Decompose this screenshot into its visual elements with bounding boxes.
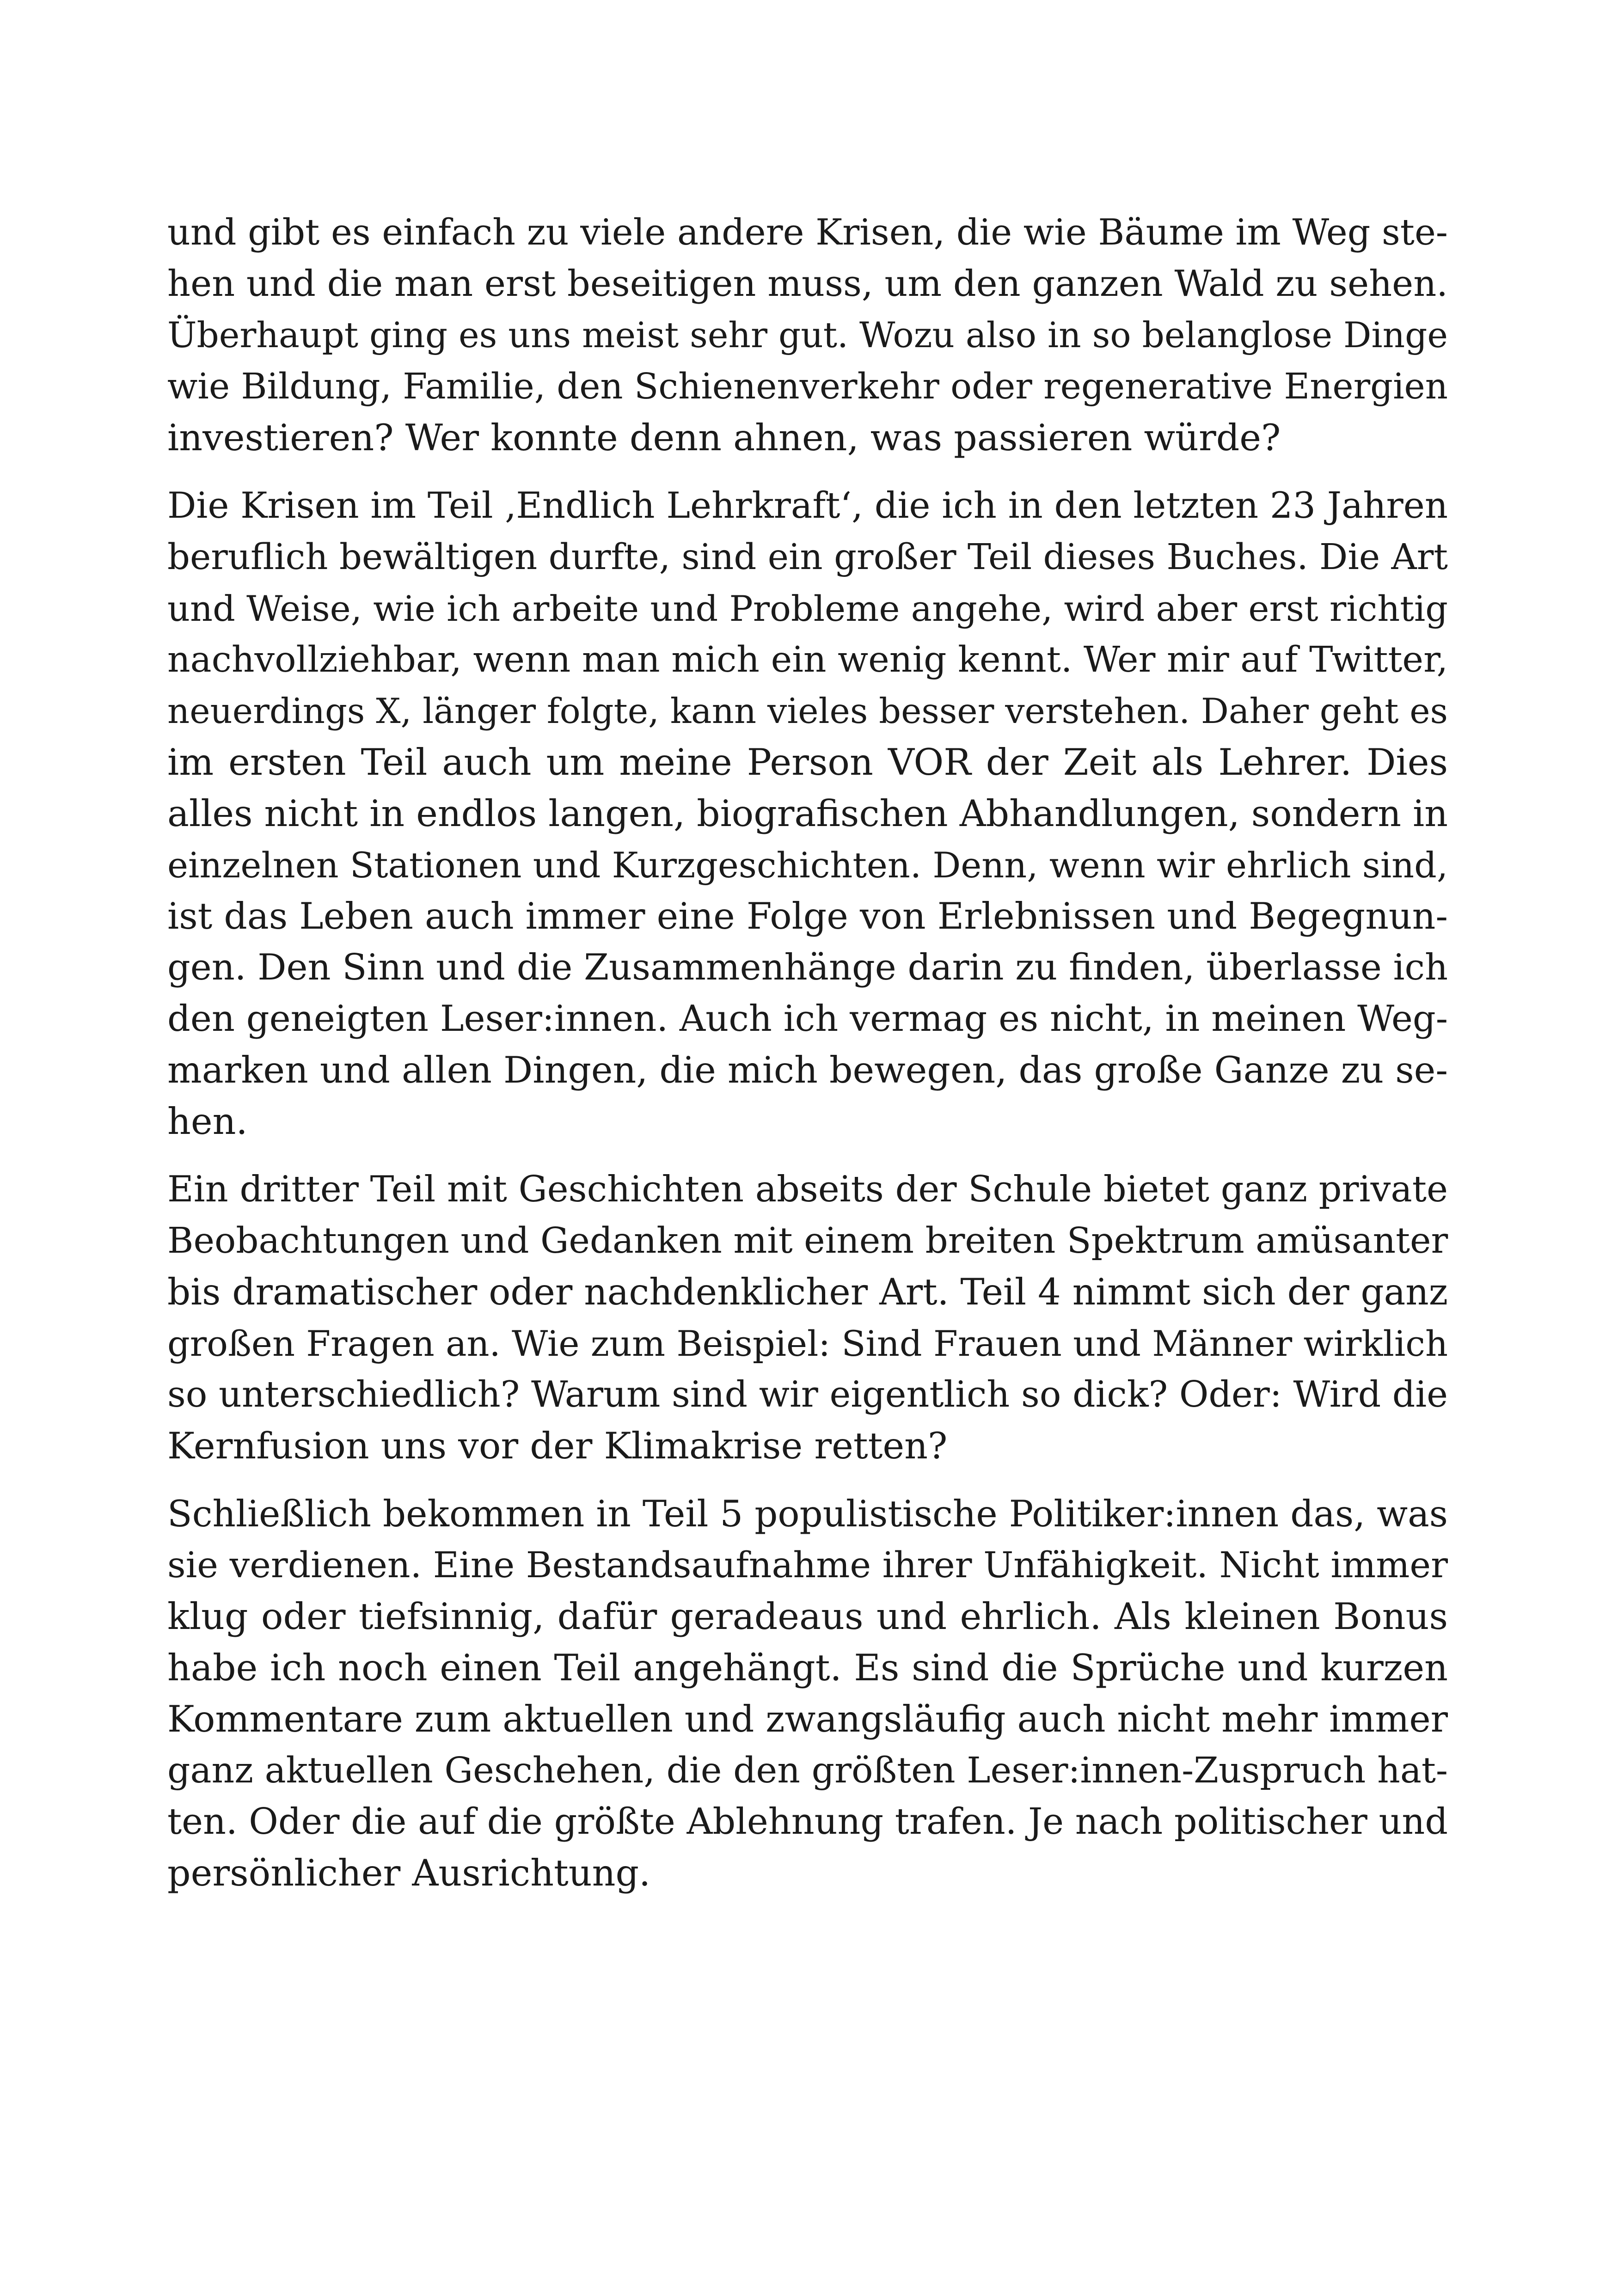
text-line: Kernfusion uns vor der Klimakrise retten?	[167, 1425, 948, 1467]
text-line: klug oder tiefsinnig, dafür geradeaus und ehrlich. Als kleinen Bonus	[167, 1595, 1448, 1638]
text-line: nachvollziehbar, wenn man mich ein wenig kennt. Wer mir auf Twitter,	[167, 639, 1448, 680]
text-line: ganz aktuellen Geschehen, die den größten Leser:innen-Zuspruch hat-	[167, 1750, 1448, 1791]
text-line: habe ich noch einen Teil angehängt. Es sind die Sprüche und kurzen	[167, 1647, 1448, 1689]
text-line: einzelnen Stationen und Kurzgeschichten. Denn, wenn wir ehrlich sind,	[167, 845, 1448, 886]
body-text	[167, 207, 1448, 1916]
text-line: wie Bildung, Familie, den Schienenverkehr oder regenerative Energien	[167, 366, 1448, 407]
text-line: Ein dritter Teil mit Geschichten abseits der Schule bietet ganz private	[167, 1169, 1448, 1210]
text-line: im ersten Teil auch um meine Person VOR der Zeit als Lehrer. Dies	[167, 741, 1448, 784]
text-line: alles nicht in endlos langen, biografischen Abhandlungen, sondern in	[167, 792, 1448, 835]
text-line: großen Fragen an. Wie zum Beispiel: Sind Frauen und Männer wirklich	[167, 1323, 1448, 1364]
text-line: marken und allen Dingen, die mich bewegen, das große Ganze zu se-	[167, 1049, 1448, 1091]
text-line: investieren? Wer konnte denn ahnen, was passieren würde?	[167, 416, 1281, 459]
text-line: sie verdienen. Eine Bestandsaufnahme ihrer Unfähigkeit. Nicht immer	[167, 1544, 1448, 1586]
text-line: ten. Oder die auf die größte Ablehnung trafen. Je nach politischer und	[167, 1801, 1448, 1843]
text-line: und gibt es einfach zu viele andere Krisen, die wie Bäume im Weg ste-	[167, 212, 1448, 253]
text-line: Überhaupt ging es uns meist sehr gut. Wozu also in so belanglose Dinge	[167, 315, 1448, 355]
text-line: gen. Den Sinn und die Zusammenhänge darin zu finden, überlasse ich	[167, 947, 1448, 988]
text-line: Schließlich bekommen in Teil 5 populistische Politiker:innen das, was	[167, 1493, 1448, 1535]
text-line: Die Krisen im Teil ‚Endlich Lehrkraft‘, die ich in den letzten 23 Jahren	[167, 485, 1448, 527]
text-line: Kommentare zum aktuellen und zwangsläufig auch nicht mehr immer	[167, 1698, 1448, 1740]
text-line: persönlicher Ausrichtung.	[167, 1852, 651, 1894]
text-line: den geneigten Leser:innen. Auch ich vermag es nicht, in meinen Weg-	[167, 998, 1448, 1040]
text-line: neuerdings X, länger folgte, kann vieles besser verstehen. Daher geht es	[167, 691, 1448, 731]
paragraph-3	[167, 1164, 1448, 1472]
paragraph-1	[167, 207, 1448, 464]
text-line: so unterschiedlich? Warum sind wir eigentlich so dick? Oder: Wird die	[167, 1374, 1448, 1415]
paragraph-2	[167, 480, 1448, 1147]
text-line: hen.	[167, 1100, 248, 1143]
text-line: ist das Leben auch immer eine Folge von Erlebnissen und Begegnun-	[167, 895, 1448, 937]
text-line: Beobachtungen und Gedanken mit einem breiten Spektrum amüsanter	[167, 1220, 1448, 1261]
paragraph-4	[167, 1488, 1448, 1899]
text-line: beruflich bewältigen durfte, sind ein großer Teil dieses Buches. Die Art	[167, 537, 1448, 578]
text-line: bis dramatischer oder nachdenklicher Art. Teil 4 nimmt sich der ganz	[167, 1271, 1448, 1313]
text-line: und Weise, wie ich arbeite und Probleme angehe, wird aber erst richtig	[167, 588, 1448, 629]
text-line: hen und die man erst beseitigen muss, um den ganzen Wald zu sehen.	[167, 263, 1448, 305]
